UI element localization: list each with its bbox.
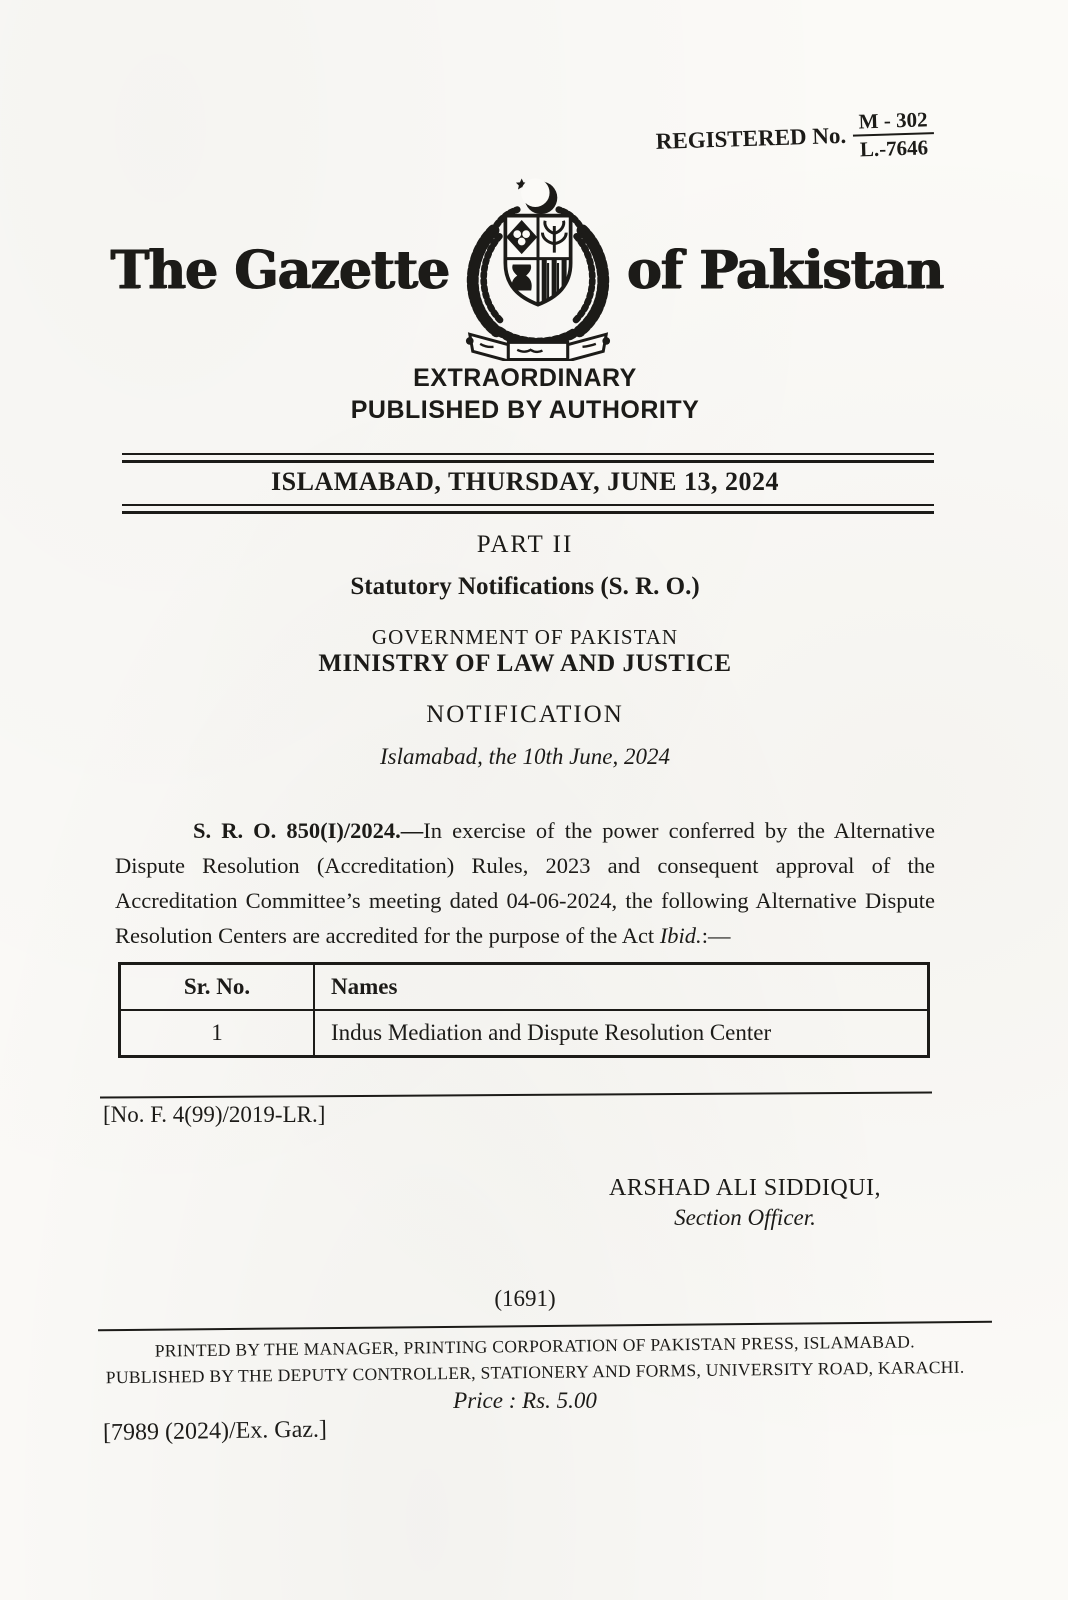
printed-by-line: PRINTED BY THE MANAGER, PRINTING CORPORATION OF PAKISTAN PRESS, ISLAMABAD. (154, 1331, 915, 1361)
body-tail: :— (701, 923, 731, 949)
masthead (110, 178, 942, 362)
extraordinary-heading: EXTRAORDINARY (413, 364, 637, 392)
pakistan-state-emblem-icon (449, 174, 627, 366)
notification-body (115, 813, 935, 954)
table-header-row (120, 964, 929, 1010)
page-number: (1691) (494, 1286, 556, 1311)
cell-center-name: Indus Mediation and Dispute Resolution Center (314, 1010, 929, 1056)
price-line: Price : Rs. 5.00 (453, 1388, 597, 1413)
registered-denominator: L.-7646 (859, 135, 929, 162)
header-names: Names (314, 964, 929, 1010)
registered-label: REGISTERED No. (655, 123, 847, 154)
signatory-title: Section Officer. (674, 1205, 816, 1230)
part-heading: PART II (476, 531, 574, 558)
published-by-authority-heading: PUBLISHED BY AUTHORITY (350, 396, 700, 424)
signature-block (580, 1175, 910, 1231)
ibid-reference: Ibid. (659, 923, 702, 949)
bottom-double-rule (122, 504, 934, 514)
place-date-line: Islamabad, the 10th June, 2024 (379, 744, 670, 769)
imprint-block (95, 1328, 976, 1391)
body-text: In exercise of the power conferred by the Alternative Dispute Resolution (Accreditation) Rules, 2023 and consequent approval of the Accreditation Committee’s meeting dated 04-06-2024, the following Alternative Dispute Resolution Centers are accredited for the purpose of the Act (115, 817, 935, 949)
published-by-line: PUBLISHED BY THE DEPUTY CONTROLLER, STATIONERY AND FORMS, UNIVERSITY ROAD, KARACHI. (105, 1357, 965, 1388)
file-number: [No. F. 4(99)/2019-LR.] (103, 1102, 326, 1127)
notification-heading: NOTIFICATION (426, 701, 624, 728)
signatory-name: ARSHAD ALI SIDDIQUI, (609, 1175, 881, 1201)
gazette-reference: [7989 (2024)/Ex. Gaz.] (102, 1416, 328, 1446)
accredited-centers-table (118, 962, 930, 1058)
closing-divider-rule (100, 1091, 932, 1098)
registered-number (621, 107, 934, 169)
dateline: ISLAMABAD, THURSDAY, JUNE 13, 2024 (271, 467, 779, 496)
registered-numerator: M - 302 (852, 107, 934, 137)
sro-number: S. R. O. 850(I)/2024.— (193, 817, 424, 843)
cell-sr-no: 1 (120, 1010, 315, 1056)
masthead-title-right: of Pakistan (626, 239, 943, 301)
registered-fraction (852, 107, 934, 162)
table-row (120, 1010, 929, 1056)
ministry-heading: MINISTRY OF LAW AND JUSTICE (318, 650, 732, 677)
header-sr-no: Sr. No. (120, 964, 315, 1010)
masthead-title-left: The Gazette (110, 239, 449, 301)
statutory-notifications-heading: Statutory Notifications (S. R. O.) (350, 573, 700, 600)
top-double-rule (122, 453, 934, 463)
government-heading: GOVERNMENT OF PAKISTAN (371, 625, 679, 649)
